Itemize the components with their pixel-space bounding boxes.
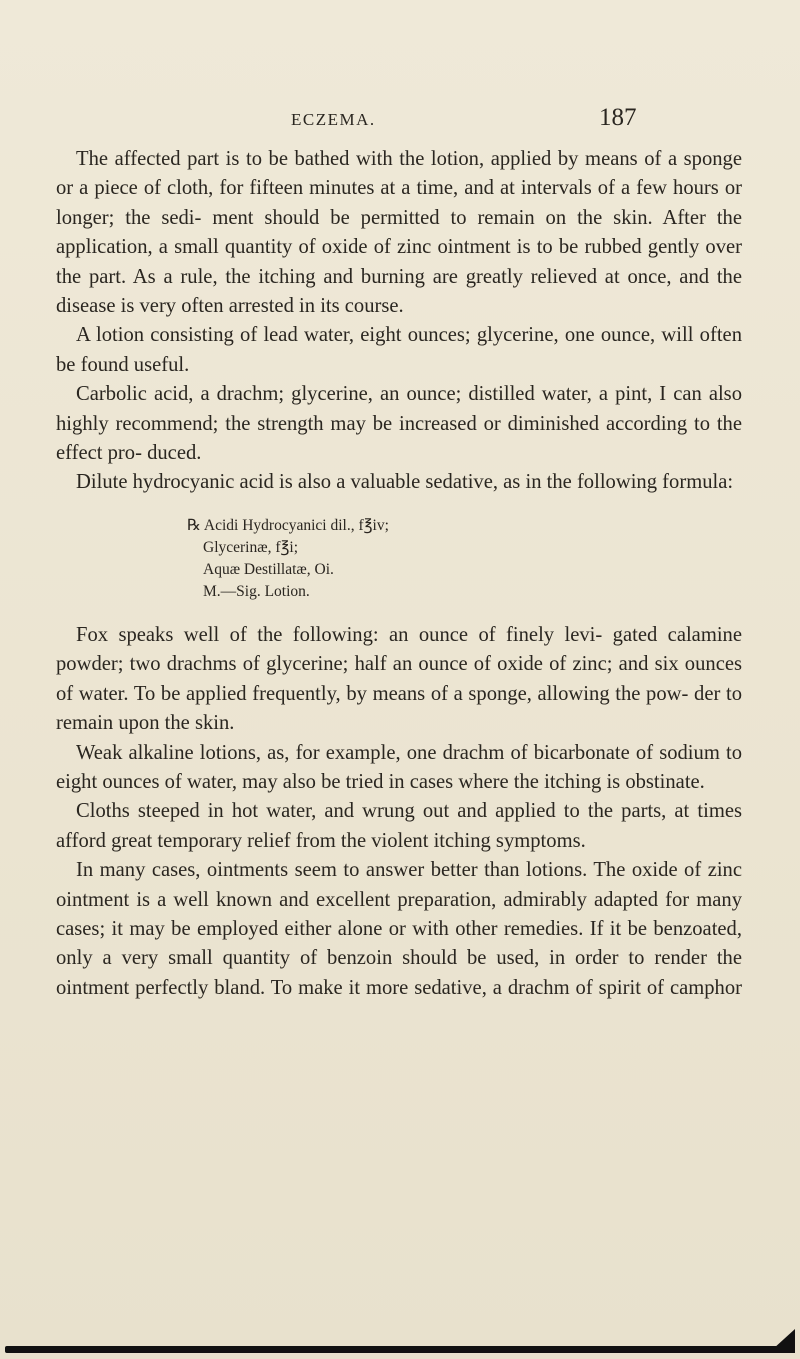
corner-mark <box>773 1329 795 1349</box>
running-head: ECZEMA. <box>291 110 376 129</box>
formula-line: ℞ Acidi Hydrocyanici dil., f℥iv; <box>187 516 389 534</box>
paragraph-hydrocyanic-acid: Dilute hydrocyanic acid is also a valuable sedative, as in the following formula: <box>76 471 734 494</box>
paragraph-hot-cloths: Cloths steeped in hot water, and wrung out and applied to the parts, at times afford great temporary relief from the violent itching symptoms. <box>56 800 742 852</box>
formula-line: Aquæ Destillatæ, Oi. <box>203 560 334 578</box>
page-number: 187 <box>599 104 637 131</box>
formula-signature: M.—Sig. Lotion. <box>203 582 310 600</box>
bottom-edge-rule <box>5 1346 795 1353</box>
paragraph-carbolic-acid: Carbolic acid, a drachm; glycerine, an ounce; distilled water, a pint, I can also highly recommend; the strength may be increased or diminished according to the effect pro- duced. <box>56 383 742 465</box>
prescription-formula <box>56 515 742 603</box>
paragraph-lead-water-lotion: A lotion consisting of lead water, eight ounces; glycerine, one ounce, will often be found useful. <box>56 324 742 376</box>
body-text <box>56 145 742 1003</box>
paragraph-bathing: The affected part is to be bathed with the lotion, applied by means of a sponge or a piece of cloth, for fifteen minutes at a time, and at intervals of a few hours or longer; the sedi- ment should be permitted to remain on the skin. After the application, a small quantity of oxide of zinc ointment is to be rubbed gently over the part. As a rule, the itching and burning are greatly relieved at once, and the disease is very often arrested in its course. <box>56 148 742 318</box>
paragraph-alkaline-lotions: Weak alkaline lotions, as, for example, one drachm of bicarbonate of sodium to eight ounces of water, may also be tried in cases where the itching is obstinate. <box>56 741 742 793</box>
formula-line: Glycerinæ, f℥i; <box>203 538 299 556</box>
page-header <box>0 104 800 140</box>
paragraph-ointments: In many cases, ointments seem to answer better than lotions. The oxide of zinc ointment is a well known and excellent preparation, admirably adapted for many cases; it may be employed either alone or with other remedies. If it be benzoated, only a very small quantity of benzoin should be used, in order to render the ointment perfectly bland. To make it more sedative, a drachm of spirit of camphor <box>56 859 742 999</box>
paragraph-fox-calamine: Fox speaks well of the following: an ounce of finely levi- gated calamine powder; two drachms of glycerine; half an ounce of oxide of zinc; and six ounces of water. To be applied frequently, by means of a sponge, allowing the pow- der to remain upon the skin. <box>56 623 742 735</box>
